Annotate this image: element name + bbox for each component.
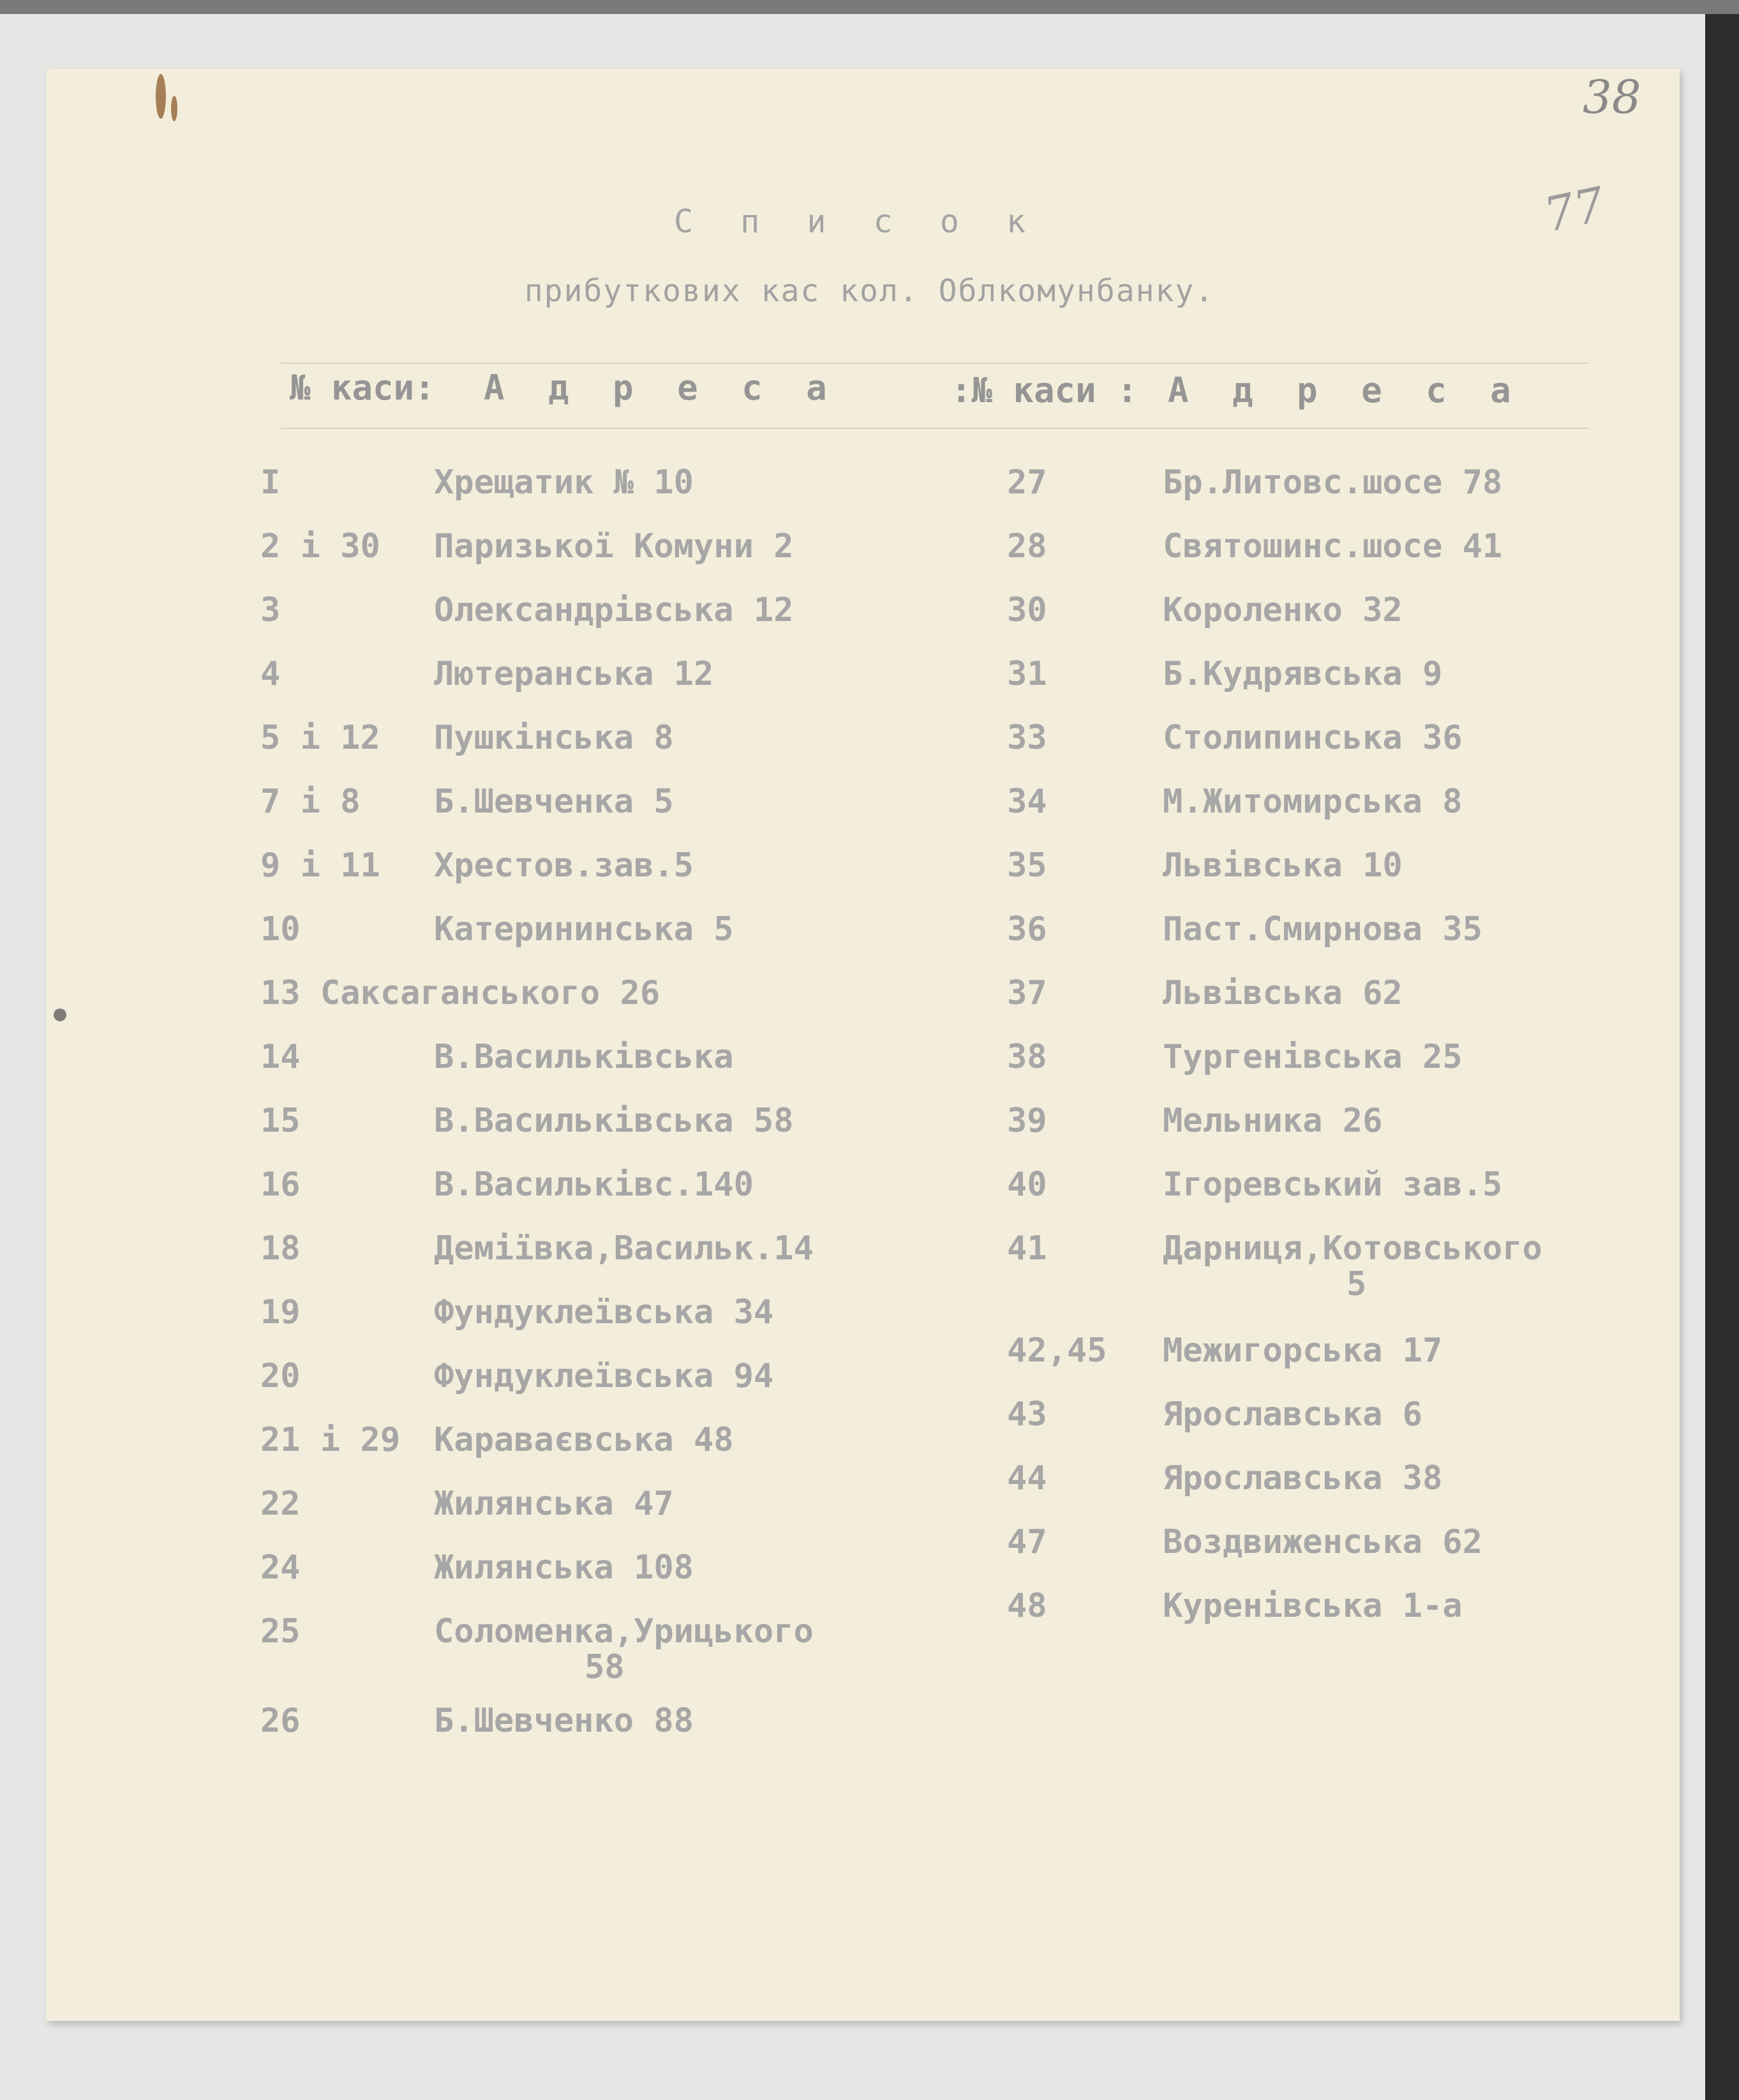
cash-desk-address: Львівська 62 — [1163, 974, 1403, 1012]
cash-desk-address: В.Васильківська 58 — [434, 1102, 794, 1140]
header-rule-bottom — [281, 428, 1589, 429]
cash-desk-address: Святошинс.шосе 41 — [1163, 527, 1503, 566]
cash-desk-number: 24 — [260, 1549, 301, 1587]
cash-desk-number: 38 — [1007, 1038, 1047, 1076]
cash-desk-address: Лютеранська 12 — [434, 655, 714, 693]
cash-desk-number: 42,45 — [1007, 1331, 1107, 1370]
cash-desk-address-continued: 5 — [1347, 1265, 1367, 1303]
cash-desk-address: Хрещатик № 10 — [434, 463, 694, 502]
cash-desk-address: Столипинська 36 — [1163, 719, 1463, 757]
cash-desk-address: Б.Кудрявська 9 — [1163, 655, 1443, 693]
cash-desk-number: 7 і 8 — [260, 783, 361, 821]
cash-desk-number: 22 — [260, 1485, 301, 1523]
cash-desk-number: 39 — [1007, 1102, 1047, 1140]
cash-desk-address: Паст.Смирнова 35 — [1163, 910, 1482, 949]
cash-desk-number: 21 і 29 — [260, 1421, 401, 1459]
cash-desk-address: Короленко 32 — [1163, 591, 1403, 629]
cash-desk-number: 40 — [1007, 1166, 1047, 1204]
cash-desk-number: 36 — [1007, 910, 1047, 949]
cash-desk-number: 13 Саксаганського 26 — [260, 974, 661, 1012]
cash-desk-address: Мельника 26 — [1163, 1102, 1383, 1140]
header-left-number: № каси: — [290, 368, 435, 408]
cash-desk-address: Бр.Литовс.шосе 78 — [1163, 463, 1503, 502]
cash-desk-address: Тургенівська 25 — [1163, 1038, 1463, 1076]
cash-desk-number: I — [260, 463, 281, 502]
cash-desk-address: Караваєвська 48 — [434, 1421, 734, 1459]
cash-desk-address: Катерининська 5 — [434, 910, 734, 949]
paper-stain — [156, 74, 166, 119]
cash-desk-number: 30 — [1007, 591, 1047, 629]
cash-desk-number: 27 — [1007, 463, 1047, 502]
cash-desk-address: Хрестов.зав.5 — [434, 846, 694, 885]
handwritten-mark: 77 — [1539, 177, 1610, 243]
cash-desk-address: Межигорська 17 — [1163, 1331, 1443, 1370]
cash-desk-number: 5 і 12 — [260, 719, 380, 757]
document-subtitle: прибуткових кас кол. Облкомунбанку. — [524, 273, 1215, 309]
cash-desk-address: Дарниця,Котовського — [1163, 1229, 1542, 1268]
cash-desk-address: Фундуклеївська 94 — [434, 1357, 774, 1395]
cash-desk-address: М.Житомирська 8 — [1163, 783, 1463, 821]
header-right-number: :№ каси : — [951, 370, 1138, 410]
cash-desk-address: Жилянська 47 — [434, 1485, 674, 1523]
cash-desk-number: 26 — [260, 1702, 301, 1740]
page-number: 38 — [1583, 70, 1641, 124]
cash-desk-number: 33 — [1007, 719, 1047, 757]
cash-desk-number: 19 — [260, 1293, 301, 1331]
cash-desk-number: 20 — [260, 1357, 301, 1395]
cash-desk-number: 41 — [1007, 1229, 1047, 1268]
paper-stain — [171, 96, 177, 121]
cash-desk-address: В.Васильківська — [434, 1038, 734, 1076]
cash-desk-number: 35 — [1007, 846, 1047, 885]
scan-frame-right — [1705, 14, 1739, 2100]
document-title: С п и с о к — [673, 203, 1040, 240]
cash-desk-number: 25 — [260, 1612, 301, 1651]
paper-stain — [54, 1009, 66, 1021]
cash-desk-number: 47 — [1007, 1523, 1047, 1561]
cash-desk-address: Б.Шевченка 5 — [434, 783, 674, 821]
cash-desk-number: 10 — [260, 910, 301, 949]
cash-desk-number: 15 — [260, 1102, 301, 1140]
cash-desk-address: Куренівська 1-а — [1163, 1587, 1463, 1625]
cash-desk-number: 44 — [1007, 1459, 1047, 1497]
cash-desk-number: 34 — [1007, 783, 1047, 821]
cash-desk-address: Воздвиженська 62 — [1163, 1523, 1482, 1561]
cash-desk-address: Пушкінська 8 — [434, 719, 674, 757]
cash-desk-number: 3 — [260, 591, 281, 629]
cash-desk-number: 2 і 30 — [260, 527, 380, 566]
cash-desk-address: Жилянська 108 — [434, 1549, 694, 1587]
cash-desk-address-continued: 58 — [585, 1648, 625, 1686]
cash-desk-number: 14 — [260, 1038, 301, 1076]
cash-desk-number: 37 — [1007, 974, 1047, 1012]
cash-desk-number: 48 — [1007, 1587, 1047, 1625]
cash-desk-address: Ярославська 6 — [1163, 1395, 1422, 1434]
cash-desk-number: 4 — [260, 655, 281, 693]
cash-desk-number: 43 — [1007, 1395, 1047, 1434]
cash-desk-address: Ярославська 38 — [1163, 1459, 1443, 1497]
cash-desk-address: Фундуклеївська 34 — [434, 1293, 774, 1331]
cash-desk-address: В.Васильківс.140 — [434, 1166, 754, 1204]
cash-desk-number: 18 — [260, 1229, 301, 1268]
cash-desk-address: Деміївка,Васильк.14 — [434, 1229, 814, 1268]
cash-desk-address: Львівська 10 — [1163, 846, 1403, 885]
scan-frame-top — [0, 0, 1739, 14]
cash-desk-number: 31 — [1007, 655, 1047, 693]
cash-desk-address: Ігоревський зав.5 — [1163, 1166, 1503, 1204]
cash-desk-number: 28 — [1007, 527, 1047, 566]
header-right-address: А д р е с а — [1168, 370, 1523, 410]
cash-desk-address: Соломенка,Урицького — [434, 1612, 814, 1651]
header-rule-top — [281, 363, 1589, 364]
cash-desk-number: 16 — [260, 1166, 301, 1204]
header-left-address: А д р е с а — [484, 368, 839, 408]
cash-desk-address: Паризької Комуни 2 — [434, 527, 794, 566]
cash-desk-address: Олександрівська 12 — [434, 591, 794, 629]
cash-desk-address: Б.Шевченко 88 — [434, 1702, 694, 1740]
cash-desk-number: 9 і 11 — [260, 846, 380, 885]
